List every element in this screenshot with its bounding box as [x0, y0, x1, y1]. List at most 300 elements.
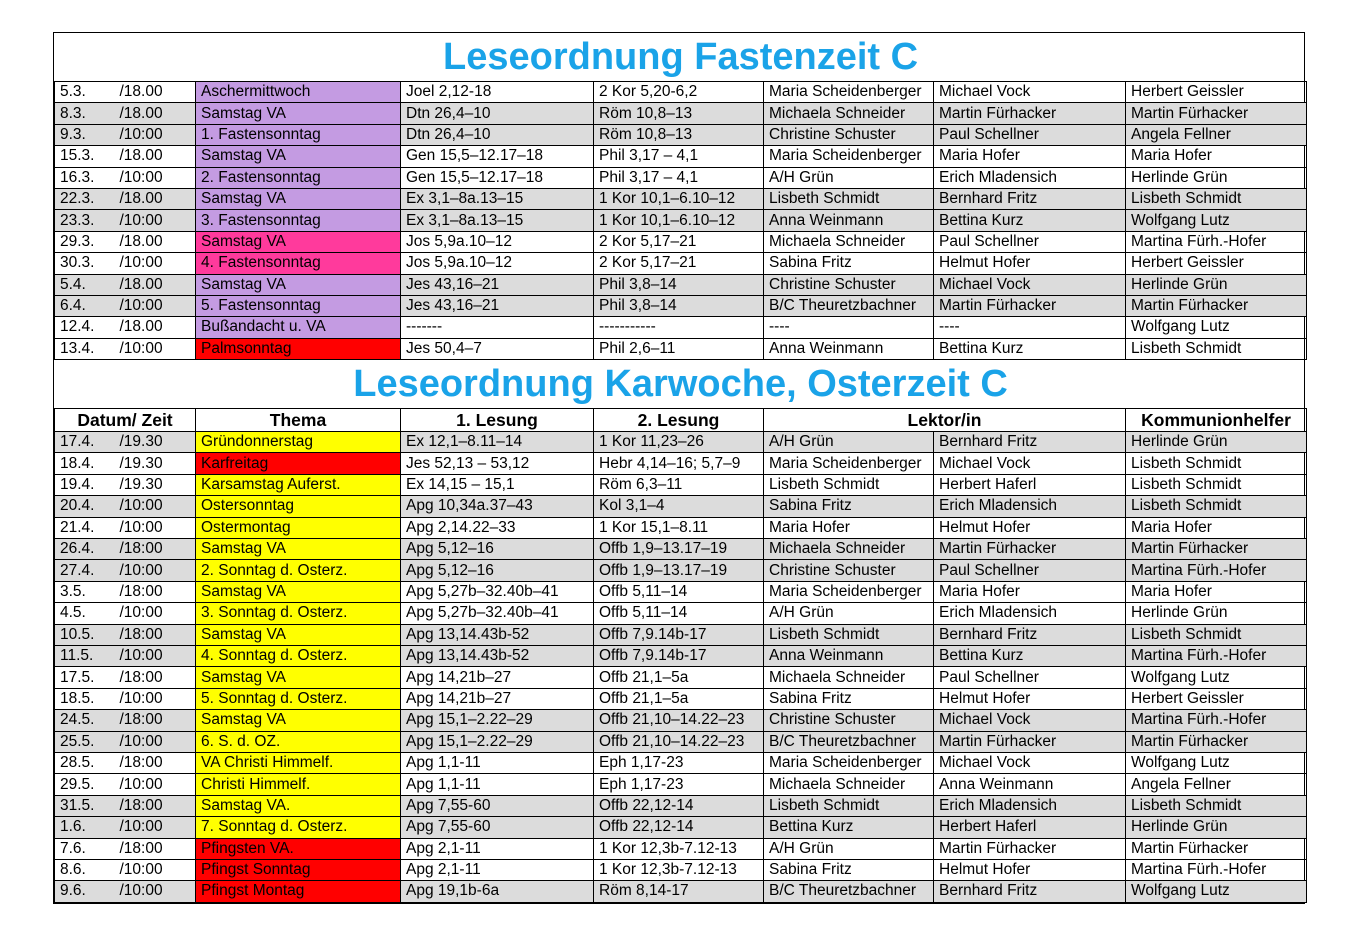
cell-lektor1: Anna Weinmann: [764, 210, 934, 231]
cell-date: 18.5.: [55, 688, 115, 709]
cell-date: 17.5.: [55, 667, 115, 688]
table-row: [55, 688, 1307, 709]
cell-lesung1: Jos 5,9a.10–12: [401, 253, 594, 274]
cell-date: 17.4.: [55, 432, 115, 453]
cell-date: 9.3.: [55, 124, 115, 145]
table-row: [55, 295, 1307, 316]
cell-time: /18.00: [115, 274, 196, 295]
table-row: [55, 774, 1307, 795]
cell-lektor2: Herbert Haferl: [934, 817, 1126, 838]
cell-date: 30.3.: [55, 253, 115, 274]
cell-lesung2: 1 Kor 12,3b-7.12-13: [594, 859, 764, 880]
cell-kommunion: Lisbeth Schmidt: [1126, 474, 1307, 495]
table-row: [55, 838, 1307, 859]
title-osterzeit: Leseordnung Karwoche, Osterzeit C: [55, 360, 1307, 409]
cell-kommunion: Wolfgang Lutz: [1126, 667, 1307, 688]
cell-thema: Samstag VA: [196, 103, 401, 124]
cell-date: 29.3.: [55, 231, 115, 252]
cell-date: 5.3.: [55, 82, 115, 103]
cell-lektor2: Michael Vock: [934, 453, 1126, 474]
cell-kommunion: Martina Fürh.-Hofer: [1126, 231, 1307, 252]
cell-lektor1: Maria Scheidenberger: [764, 581, 934, 602]
table-row: [55, 253, 1307, 274]
cell-lesung2: Röm 8,14-17: [594, 881, 764, 902]
cell-date: 7.6.: [55, 838, 115, 859]
cell-lesung2: Röm 6,3–11: [594, 474, 764, 495]
table-row: [55, 274, 1307, 295]
cell-lektor2: Martin Fürhacker: [934, 838, 1126, 859]
cell-date: 22.3.: [55, 188, 115, 209]
cell-lektor2: Bernhard Fritz: [934, 188, 1126, 209]
cell-lesung1: Ex 14,15 – 15,1: [401, 474, 594, 495]
cell-lektor1: B/C Theuretzbachner: [764, 295, 934, 316]
cell-kommunion: Herlinde Grün: [1126, 817, 1307, 838]
cell-lesung2: Phil 3,8–14: [594, 295, 764, 316]
cell-lektor1: Sabina Fritz: [764, 496, 934, 517]
header-lektor: Lektor/in: [764, 409, 1126, 432]
cell-lektor2: Martin Fürhacker: [934, 295, 1126, 316]
cell-lesung1: Apg 14,21b–27: [401, 688, 594, 709]
cell-time: /18.00: [115, 317, 196, 338]
cell-date: 6.4.: [55, 295, 115, 316]
cell-lektor1: A/H Grün: [764, 603, 934, 624]
cell-time: /10:00: [115, 496, 196, 517]
cell-lesung1: Jes 43,16–21: [401, 295, 594, 316]
table-row: [55, 731, 1307, 752]
cell-thema: Samstag VA: [196, 581, 401, 602]
cell-lesung1: Apg 5,27b–32.40b–41: [401, 581, 594, 602]
header-datum: Datum/ Zeit: [55, 409, 196, 432]
cell-date: 10.5.: [55, 624, 115, 645]
cell-kommunion: Maria Hofer: [1126, 146, 1307, 167]
cell-lektor1: Sabina Fritz: [764, 253, 934, 274]
cell-kommunion: Maria Hofer: [1126, 581, 1307, 602]
cell-lektor2: ----: [934, 317, 1126, 338]
cell-kommunion: Herlinde Grün: [1126, 167, 1307, 188]
cell-time: /19.30: [115, 432, 196, 453]
cell-date: 16.3.: [55, 167, 115, 188]
cell-kommunion: Lisbeth Schmidt: [1126, 338, 1307, 359]
cell-lektor2: Anna Weinmann: [934, 774, 1126, 795]
cell-time: /18.00: [115, 231, 196, 252]
cell-lektor2: Erich Mladensich: [934, 795, 1126, 816]
cell-thema: Samstag VA: [196, 624, 401, 645]
cell-thema: Samstag VA: [196, 667, 401, 688]
cell-lesung2: Offb 21,1–5a: [594, 688, 764, 709]
cell-time: /10:00: [115, 774, 196, 795]
table-row: [55, 432, 1307, 453]
table-row: [55, 539, 1307, 560]
cell-lektor1: Lisbeth Schmidt: [764, 795, 934, 816]
cell-lesung2: Offb 22,12-14: [594, 795, 764, 816]
cell-time: /18.00: [115, 146, 196, 167]
cell-lesung1: Dtn 26,4–10: [401, 103, 594, 124]
cell-lesung2: 2 Kor 5,20-6,2: [594, 82, 764, 103]
table-row: [55, 124, 1307, 145]
cell-lektor1: Christine Schuster: [764, 560, 934, 581]
cell-kommunion: Angela Fellner: [1126, 774, 1307, 795]
cell-time: /19.30: [115, 474, 196, 495]
cell-lektor2: Michael Vock: [934, 82, 1126, 103]
cell-lesung1: Apg 13,14.43b-52: [401, 624, 594, 645]
cell-lesung1: Apg 1,1-11: [401, 752, 594, 773]
header-kommunion: Kommunionhelfer: [1126, 409, 1307, 432]
cell-lesung1: Apg 13,14.43b-52: [401, 645, 594, 666]
cell-thema: Palmsonntag: [196, 338, 401, 359]
cell-lektor1: ----: [764, 317, 934, 338]
cell-lesung2: Röm 10,8–13: [594, 124, 764, 145]
cell-lesung2: Offb 22,12-14: [594, 817, 764, 838]
cell-lesung2: Offb 5,11–14: [594, 603, 764, 624]
cell-lektor1: A/H Grün: [764, 432, 934, 453]
title-fastenzeit: Leseordnung Fastenzeit C: [55, 33, 1307, 82]
cell-thema: Christi Himmelf.: [196, 774, 401, 795]
header-thema: Thema: [196, 409, 401, 432]
cell-kommunion: Martina Fürh.-Hofer: [1126, 710, 1307, 731]
table-row: [55, 560, 1307, 581]
cell-lesung1: Apg 10,34a.37–43: [401, 496, 594, 517]
cell-lektor1: Christine Schuster: [764, 710, 934, 731]
cell-date: 11.5.: [55, 645, 115, 666]
cell-thema: 2. Fastensonntag: [196, 167, 401, 188]
cell-thema: Pfingst Montag: [196, 881, 401, 902]
header-lesung2: 2. Lesung: [594, 409, 764, 432]
cell-time: /18:00: [115, 795, 196, 816]
cell-lesung2: 2 Kor 5,17–21: [594, 253, 764, 274]
cell-date: 29.5.: [55, 774, 115, 795]
cell-lektor2: Paul Schellner: [934, 124, 1126, 145]
cell-date: 8.6.: [55, 859, 115, 880]
cell-lektor1: Maria Scheidenberger: [764, 453, 934, 474]
cell-kommunion: Herbert Geissler: [1126, 82, 1307, 103]
cell-kommunion: Herbert Geissler: [1126, 688, 1307, 709]
cell-thema: Samstag VA: [196, 146, 401, 167]
cell-lesung2: 1 Kor 10,1–6.10–12: [594, 188, 764, 209]
cell-date: 23.3.: [55, 210, 115, 231]
cell-lesung2: Offb 1,9–13.17–19: [594, 539, 764, 560]
cell-lektor1: B/C Theuretzbachner: [764, 881, 934, 902]
cell-lesung1: Apg 19,1b-6a: [401, 881, 594, 902]
cell-lesung2: Kol 3,1–4: [594, 496, 764, 517]
cell-thema: 5. Fastensonntag: [196, 295, 401, 316]
cell-time: /18:00: [115, 752, 196, 773]
cell-lesung1: Apg 15,1–2.22–29: [401, 710, 594, 731]
table-row: [55, 645, 1307, 666]
cell-kommunion: Lisbeth Schmidt: [1126, 496, 1307, 517]
cell-date: 3.5.: [55, 581, 115, 602]
cell-kommunion: Herlinde Grün: [1126, 274, 1307, 295]
cell-thema: 1. Fastensonntag: [196, 124, 401, 145]
cell-thema: Pfingst Sonntag: [196, 859, 401, 880]
cell-time: /10:00: [115, 167, 196, 188]
table-row: [55, 474, 1307, 495]
cell-date: 20.4.: [55, 496, 115, 517]
cell-lesung1: Ex 3,1–8a.13–15: [401, 188, 594, 209]
cell-lektor1: Michaela Schneider: [764, 539, 934, 560]
cell-date: 21.4.: [55, 517, 115, 538]
table-row: [55, 581, 1307, 602]
table-row: [55, 859, 1307, 880]
cell-date: 24.5.: [55, 710, 115, 731]
table-row: [55, 146, 1307, 167]
cell-lesung2: 1 Kor 12,3b-7.12-13: [594, 838, 764, 859]
cell-kommunion: Martina Fürh.-Hofer: [1126, 560, 1307, 581]
cell-thema: Karsamstag Auferst.: [196, 474, 401, 495]
cell-time: /10:00: [115, 859, 196, 880]
cell-lesung1: Apg 1,1-11: [401, 774, 594, 795]
cell-lesung2: Phil 3,8–14: [594, 274, 764, 295]
cell-kommunion: Lisbeth Schmidt: [1126, 624, 1307, 645]
cell-lektor2: Bettina Kurz: [934, 338, 1126, 359]
cell-thema: Samstag VA.: [196, 795, 401, 816]
cell-lesung2: Phil 3,17 – 4,1: [594, 167, 764, 188]
cell-thema: 7. Sonntag d. Osterz.: [196, 817, 401, 838]
cell-thema: Ostermontag: [196, 517, 401, 538]
cell-kommunion: Lisbeth Schmidt: [1126, 453, 1307, 474]
cell-lesung1: Jes 43,16–21: [401, 274, 594, 295]
cell-lesung2: Eph 1,17-23: [594, 752, 764, 773]
table-row: [55, 103, 1307, 124]
cell-lesung1: Jes 52,13 – 53,12: [401, 453, 594, 474]
cell-date: 25.5.: [55, 731, 115, 752]
cell-time: /18:00: [115, 539, 196, 560]
cell-kommunion: Lisbeth Schmidt: [1126, 188, 1307, 209]
cell-kommunion: Martina Fürh.-Hofer: [1126, 645, 1307, 666]
cell-lektor1: Sabina Fritz: [764, 859, 934, 880]
cell-thema: Ostersonntag: [196, 496, 401, 517]
cell-lesung2: 1 Kor 10,1–6.10–12: [594, 210, 764, 231]
cell-lesung2: Offb 21,1–5a: [594, 667, 764, 688]
cell-kommunion: Wolfgang Lutz: [1126, 210, 1307, 231]
cell-lesung1: Joel 2,12-18: [401, 82, 594, 103]
cell-time: /10:00: [115, 560, 196, 581]
cell-time: /18:00: [115, 838, 196, 859]
cell-kommunion: Martin Fürhacker: [1126, 295, 1307, 316]
cell-lesung1: Ex 3,1–8a.13–15: [401, 210, 594, 231]
cell-lesung1: Apg 2,14.22–33: [401, 517, 594, 538]
title-row-osterzeit: [55, 360, 1307, 409]
cell-thema: 5. Sonntag d. Osterz.: [196, 688, 401, 709]
cell-lektor2: Bernhard Fritz: [934, 432, 1126, 453]
cell-lesung2: 1 Kor 11,23–26: [594, 432, 764, 453]
cell-date: 18.4.: [55, 453, 115, 474]
schedule-table: [54, 33, 1307, 903]
cell-lesung1: Gen 15,5–12.17–18: [401, 167, 594, 188]
cell-time: /10:00: [115, 881, 196, 902]
cell-lektor1: Maria Scheidenberger: [764, 146, 934, 167]
cell-thema: VA Christi Himmelf.: [196, 752, 401, 773]
cell-lektor2: Helmut Hofer: [934, 517, 1126, 538]
cell-date: 12.4.: [55, 317, 115, 338]
cell-time: /18.00: [115, 103, 196, 124]
cell-lesung2: Eph 1,17-23: [594, 774, 764, 795]
cell-lektor1: Sabina Fritz: [764, 688, 934, 709]
cell-time: /10:00: [115, 210, 196, 231]
cell-lesung2: -----------: [594, 317, 764, 338]
cell-time: /10:00: [115, 688, 196, 709]
table-row: [55, 667, 1307, 688]
cell-lektor2: Michael Vock: [934, 274, 1126, 295]
cell-lesung2: Offb 1,9–13.17–19: [594, 560, 764, 581]
cell-lesung1: Apg 14,21b–27: [401, 667, 594, 688]
cell-thema: Pfingsten VA.: [196, 838, 401, 859]
cell-lesung1: Apg 2,1-11: [401, 859, 594, 880]
schedule-sheet: [53, 32, 1305, 904]
cell-lesung1: Apg 15,1–2.22–29: [401, 731, 594, 752]
cell-date: 15.3.: [55, 146, 115, 167]
cell-lesung1: Apg 5,12–16: [401, 560, 594, 581]
cell-time: /18:00: [115, 667, 196, 688]
cell-lektor1: Michaela Schneider: [764, 667, 934, 688]
cell-time: /18.00: [115, 188, 196, 209]
table-row: [55, 338, 1307, 359]
table-row: [55, 317, 1307, 338]
cell-lesung1: Ex 12,1–8.11–14: [401, 432, 594, 453]
cell-thema: Samstag VA: [196, 710, 401, 731]
cell-lektor2: Paul Schellner: [934, 231, 1126, 252]
cell-time: /10:00: [115, 338, 196, 359]
cell-thema: Karfreitag: [196, 453, 401, 474]
cell-thema: 2. Sonntag d. Osterz.: [196, 560, 401, 581]
cell-lesung2: 2 Kor 5,17–21: [594, 231, 764, 252]
cell-time: /18:00: [115, 710, 196, 731]
cell-lektor1: Lisbeth Schmidt: [764, 474, 934, 495]
table-row: [55, 752, 1307, 773]
cell-lektor1: A/H Grün: [764, 167, 934, 188]
cell-date: 5.4.: [55, 274, 115, 295]
cell-lektor1: A/H Grün: [764, 838, 934, 859]
cell-kommunion: Maria Hofer: [1126, 517, 1307, 538]
cell-lesung1: Gen 15,5–12.17–18: [401, 146, 594, 167]
cell-lesung2: Phil 3,17 – 4,1: [594, 146, 764, 167]
cell-lektor1: Maria Hofer: [764, 517, 934, 538]
cell-kommunion: Herbert Geissler: [1126, 253, 1307, 274]
cell-thema: Samstag VA: [196, 539, 401, 560]
cell-time: /10:00: [115, 253, 196, 274]
cell-lesung1: Apg 7,55-60: [401, 795, 594, 816]
cell-time: /18:00: [115, 581, 196, 602]
cell-lesung2: Offb 7,9.14b-17: [594, 645, 764, 666]
table-row: [55, 188, 1307, 209]
title-row-fastenzeit: [55, 33, 1307, 82]
cell-thema: Samstag VA: [196, 231, 401, 252]
cell-kommunion: Herlinde Grün: [1126, 603, 1307, 624]
cell-date: 31.5.: [55, 795, 115, 816]
cell-kommunion: Martin Fürhacker: [1126, 103, 1307, 124]
cell-kommunion: Lisbeth Schmidt: [1126, 795, 1307, 816]
header-lesung1: 1. Lesung: [401, 409, 594, 432]
cell-kommunion: Herlinde Grün: [1126, 432, 1307, 453]
cell-lesung1: Apg 2,1-11: [401, 838, 594, 859]
cell-lektor2: Maria Hofer: [934, 146, 1126, 167]
table-row: [55, 710, 1307, 731]
cell-time: /10:00: [115, 295, 196, 316]
cell-thema: 6. S. d. OZ.: [196, 731, 401, 752]
table-row: [55, 82, 1307, 103]
cell-lesung2: Hebr 4,14–16; 5,7–9: [594, 453, 764, 474]
table-row: [55, 624, 1307, 645]
cell-thema: Bußandacht u. VA: [196, 317, 401, 338]
cell-lektor2: Erich Mladensich: [934, 603, 1126, 624]
cell-lesung1: Apg 5,27b–32.40b–41: [401, 603, 594, 624]
cell-lesung2: Offb 21,10–14.22–23: [594, 731, 764, 752]
cell-lektor2: Michael Vock: [934, 710, 1126, 731]
cell-lektor1: Christine Schuster: [764, 124, 934, 145]
cell-lesung1: Jes 50,4–7: [401, 338, 594, 359]
cell-lektor2: Martin Fürhacker: [934, 103, 1126, 124]
cell-date: 27.4.: [55, 560, 115, 581]
cell-time: /10:00: [115, 645, 196, 666]
cell-kommunion: Wolfgang Lutz: [1126, 881, 1307, 902]
table-row: [55, 881, 1307, 902]
cell-date: 9.6.: [55, 881, 115, 902]
header-row: [55, 409, 1307, 432]
cell-lektor2: Bettina Kurz: [934, 645, 1126, 666]
table-row: [55, 231, 1307, 252]
table-row: [55, 210, 1307, 231]
cell-lesung2: Offb 5,11–14: [594, 581, 764, 602]
cell-lektor2: Bernhard Fritz: [934, 881, 1126, 902]
cell-lesung1: Apg 5,12–16: [401, 539, 594, 560]
cell-lektor1: Anna Weinmann: [764, 645, 934, 666]
cell-time: /10:00: [115, 124, 196, 145]
cell-thema: Samstag VA: [196, 274, 401, 295]
cell-lektor1: Michaela Schneider: [764, 774, 934, 795]
cell-time: /10:00: [115, 603, 196, 624]
cell-lesung2: Röm 10,8–13: [594, 103, 764, 124]
cell-lektor2: Erich Mladensich: [934, 167, 1126, 188]
cell-lektor2: Paul Schellner: [934, 560, 1126, 581]
cell-lesung2: 1 Kor 15,1–8.11: [594, 517, 764, 538]
cell-thema: Aschermittwoch: [196, 82, 401, 103]
cell-lektor2: Helmut Hofer: [934, 253, 1126, 274]
cell-date: 26.4.: [55, 539, 115, 560]
cell-lektor2: Erich Mladensich: [934, 496, 1126, 517]
cell-time: /10:00: [115, 517, 196, 538]
table-row: [55, 496, 1307, 517]
cell-kommunion: Wolfgang Lutz: [1126, 317, 1307, 338]
cell-lektor2: Bernhard Fritz: [934, 624, 1126, 645]
cell-time: /18.00: [115, 82, 196, 103]
cell-time: /18:00: [115, 624, 196, 645]
cell-kommunion: Martin Fürhacker: [1126, 838, 1307, 859]
cell-lesung2: Offb 21,10–14.22–23: [594, 710, 764, 731]
cell-lesung1: -------: [401, 317, 594, 338]
cell-lesung2: Phil 2,6–11: [594, 338, 764, 359]
cell-lektor2: Martin Fürhacker: [934, 539, 1126, 560]
cell-thema: 4. Fastensonntag: [196, 253, 401, 274]
cell-lektor1: Michaela Schneider: [764, 103, 934, 124]
cell-lektor1: Anna Weinmann: [764, 338, 934, 359]
table-row: [55, 817, 1307, 838]
cell-kommunion: Wolfgang Lutz: [1126, 752, 1307, 773]
cell-thema: 3. Fastensonntag: [196, 210, 401, 231]
cell-time: /10:00: [115, 817, 196, 838]
cell-time: /19.30: [115, 453, 196, 474]
cell-lektor2: Michael Vock: [934, 752, 1126, 773]
cell-lektor2: Maria Hofer: [934, 581, 1126, 602]
cell-date: 1.6.: [55, 817, 115, 838]
cell-lektor1: Bettina Kurz: [764, 817, 934, 838]
cell-lektor2: Herbert Haferl: [934, 474, 1126, 495]
cell-lektor1: Maria Scheidenberger: [764, 82, 934, 103]
cell-date: 28.5.: [55, 752, 115, 773]
cell-date: 13.4.: [55, 338, 115, 359]
cell-lektor2: Helmut Hofer: [934, 688, 1126, 709]
cell-lektor2: Helmut Hofer: [934, 859, 1126, 880]
cell-lektor1: Lisbeth Schmidt: [764, 624, 934, 645]
cell-lektor1: Maria Scheidenberger: [764, 752, 934, 773]
